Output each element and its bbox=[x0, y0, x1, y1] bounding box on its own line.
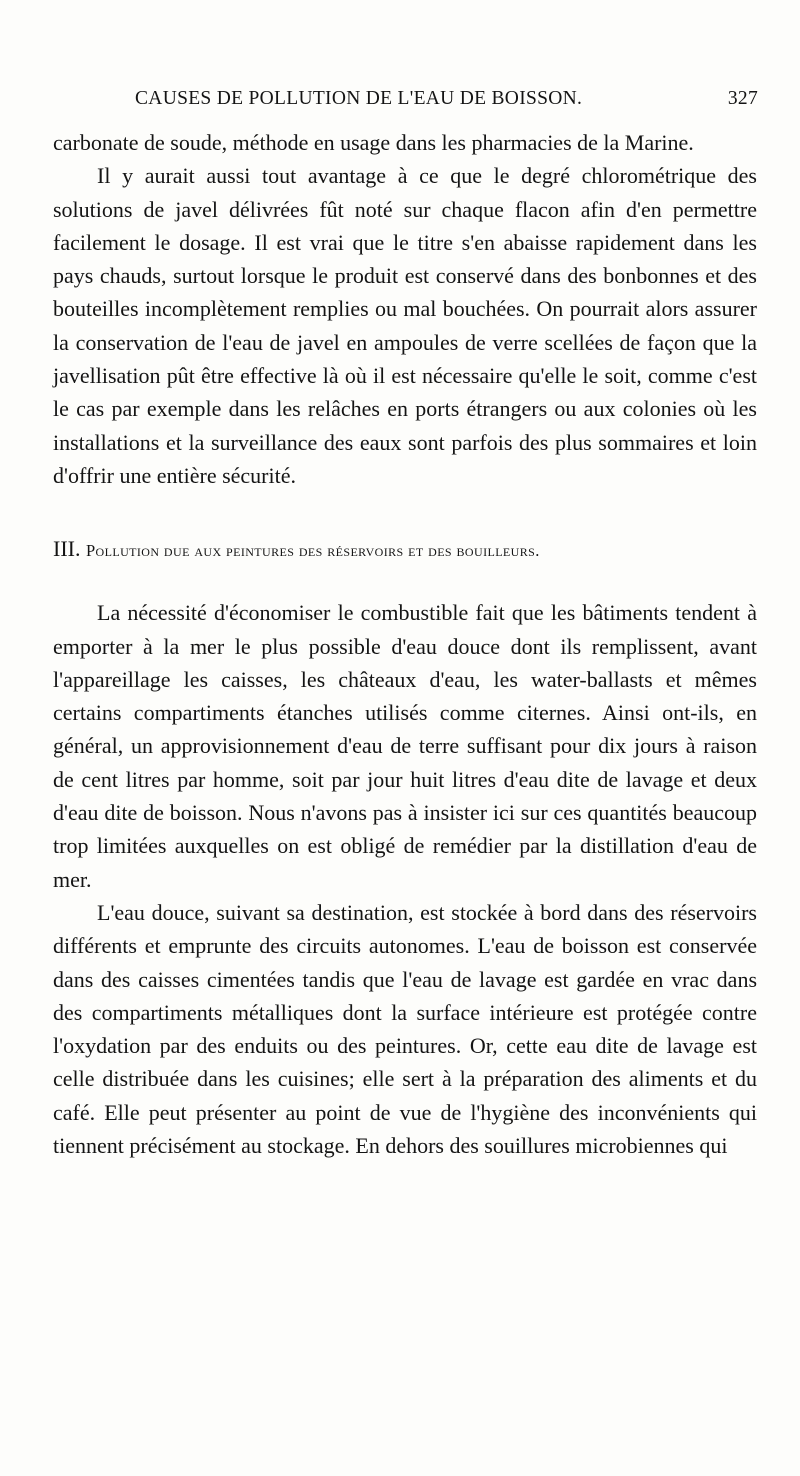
section-number: III. bbox=[53, 536, 81, 562]
running-title: CAUSES DE POLLUTION DE L'EAU DE BOISSON. bbox=[135, 88, 583, 109]
body-text bbox=[53, 126, 757, 1162]
running-head bbox=[55, 88, 758, 116]
section-title: Pollution due aux peintures des réservoirs et des bouilleurs. bbox=[85, 541, 540, 561]
paragraph-2: Il y aurait aussi tout avantage à ce que le degré chlorométrique des solutions de javel délivrées fût noté sur chaque flacon afin d'en permettre facilement le dosage. Il est vrai que le titre s'en abaisse rapidement dans les pays chauds, surtout lorsque le produit est conservé dans des bonbonnes et des bouteilles incomplètement remplies ou mal bouchées. On pourrait alors assurer la conservation de l'eau de javel en ampoules de verre scellées de façon que la javellisation pût être effective là où il est nécessaire qu'elle le soit, comme c'est le cas par exemple dans les relâches en ports étrangers ou aux colonies où les installations et la surveillance des eaux sont parfois des plus sommaires et loin d'offrir une entière sécurité. bbox=[53, 163, 757, 488]
section-heading bbox=[53, 534, 757, 566]
paragraph-1: carbonate de soude, méthode en usage dans les pharmacies de la Marine. bbox=[53, 130, 694, 155]
page-number: 327 bbox=[727, 88, 758, 109]
paragraph-3: La nécessité d'économiser le combustible fait que les bâtiments tendent à emporter à la mer le plus possible d'eau douce dont ils remplissent, avant l'appareillage les caisses, les châteaux d'eau, les water-ballasts et mêmes certains compartiments étanches utilisés comme citernes. Ainsi ont-ils, en général, un approvisionnement d'eau de terre suffisant pour dix jours à raison de cent litres par homme, soit par jour huit litres d'eau dite de lavage et deux d'eau dite de boisson. Nous n'avons pas à insister ici sur ces quantités beaucoup trop limitées auxquelles on est obligé de remédier par la distillation d'eau de mer. bbox=[53, 600, 757, 892]
paragraph-4: L'eau douce, suivant sa destination, est stockée à bord dans des réservoirs différents et emprunte des circuits autonomes. L'eau de boisson est conservée dans des caisses cimentées tandis que l'eau de lavage est gardée en vrac dans des compartiments métalliques dont la surface intérieure est protégée contre l'oxydation par des enduits ou des peintures. Or, cette eau dite de lavage est celle distribuée dans les cuisines; elle sert à la préparation des aliments et du café. Elle peut présenter au point de vue de l'hygiène des inconvénients qui tiennent précisément au stockage. En dehors des souillures microbiennes qui bbox=[53, 899, 757, 1159]
